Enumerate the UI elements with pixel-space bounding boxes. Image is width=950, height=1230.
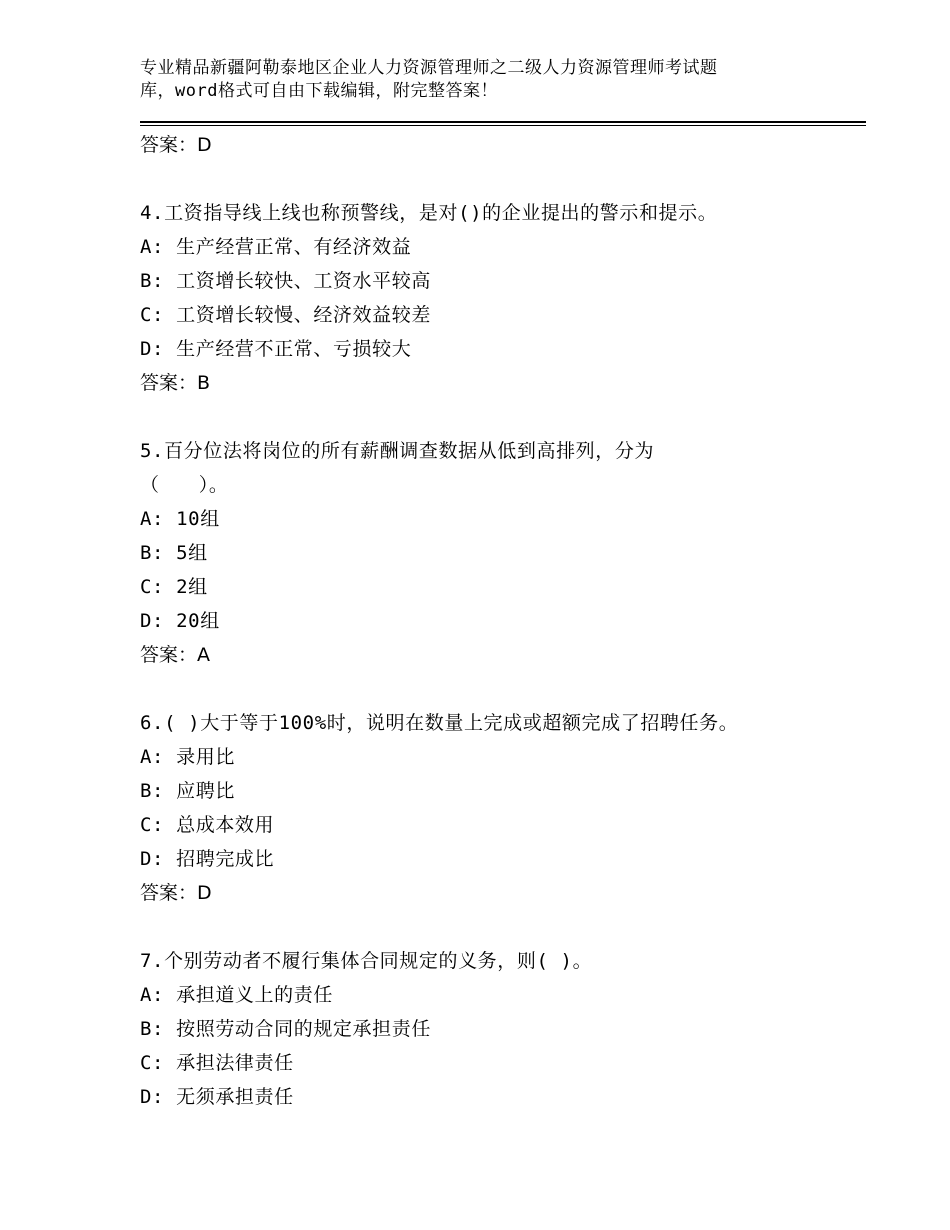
header-line-2: 库，word格式可自由下载编辑，附完整答案！ xyxy=(140,81,498,101)
option-a: A: 承担道义上的责任 xyxy=(140,984,333,1006)
option-d: D: 招聘完成比 xyxy=(140,848,275,870)
option-a: A: 录用比 xyxy=(140,746,235,768)
header-rule-thin xyxy=(140,125,866,126)
question-stem-line: 5.百分位法将岗位的所有薪酬调查数据从低到高排列，分为 xyxy=(140,440,655,462)
question-stem-line: 7.个别劳动者不履行集体合同规定的义务，则( )。 xyxy=(140,950,593,972)
answer-label: 答案：A xyxy=(140,644,210,666)
option-c: C: 2组 xyxy=(140,576,208,598)
option-a: A: 生产经营正常、有经济效益 xyxy=(140,236,412,258)
option-a: A: 10组 xyxy=(140,508,220,530)
header-line-1: 专业精品新疆阿勒泰地区企业人力资源管理师之二级人力资源管理师考试题 xyxy=(140,58,718,78)
question-stem-line: （ ）。 xyxy=(140,474,229,496)
document-header xyxy=(140,57,820,103)
option-b: B: 5组 xyxy=(140,542,208,564)
question-stem-line: 4.工资指导线上线也称预警线，是对()的企业提出的警示和提示。 xyxy=(140,202,718,224)
option-c: C: 承担法律责任 xyxy=(140,1052,294,1074)
question-list xyxy=(140,128,866,1114)
answer-label: 答案：B xyxy=(140,372,211,394)
question-7 xyxy=(140,944,866,1114)
question-stem xyxy=(140,944,866,978)
answer-label: 答案：D xyxy=(140,882,212,904)
question-stem xyxy=(140,434,866,502)
option-c: C: 工资增长较慢、经济效益较差 xyxy=(140,304,431,326)
option-d: D: 无须承担责任 xyxy=(140,1086,294,1108)
answer-label: 答案：D xyxy=(140,134,212,156)
question-stem xyxy=(140,196,866,230)
question-stem-line: 6.( )大于等于100%时，说明在数量上完成或超额完成了招聘任务。 xyxy=(140,712,739,734)
option-c: C: 总成本效用 xyxy=(140,814,275,836)
option-b: B: 工资增长较快、工资水平较高 xyxy=(140,270,431,292)
question-4 xyxy=(140,196,866,400)
header-rule-thick xyxy=(140,121,866,123)
option-d: D: 生产经营不正常、亏损较大 xyxy=(140,338,412,360)
question-6 xyxy=(140,706,866,910)
question-stem xyxy=(140,706,866,740)
question-5 xyxy=(140,434,866,672)
option-d: D: 20组 xyxy=(140,610,220,632)
option-b: B: 应聘比 xyxy=(140,780,235,802)
option-b: B: 按照劳动合同的规定承担责任 xyxy=(140,1018,431,1040)
